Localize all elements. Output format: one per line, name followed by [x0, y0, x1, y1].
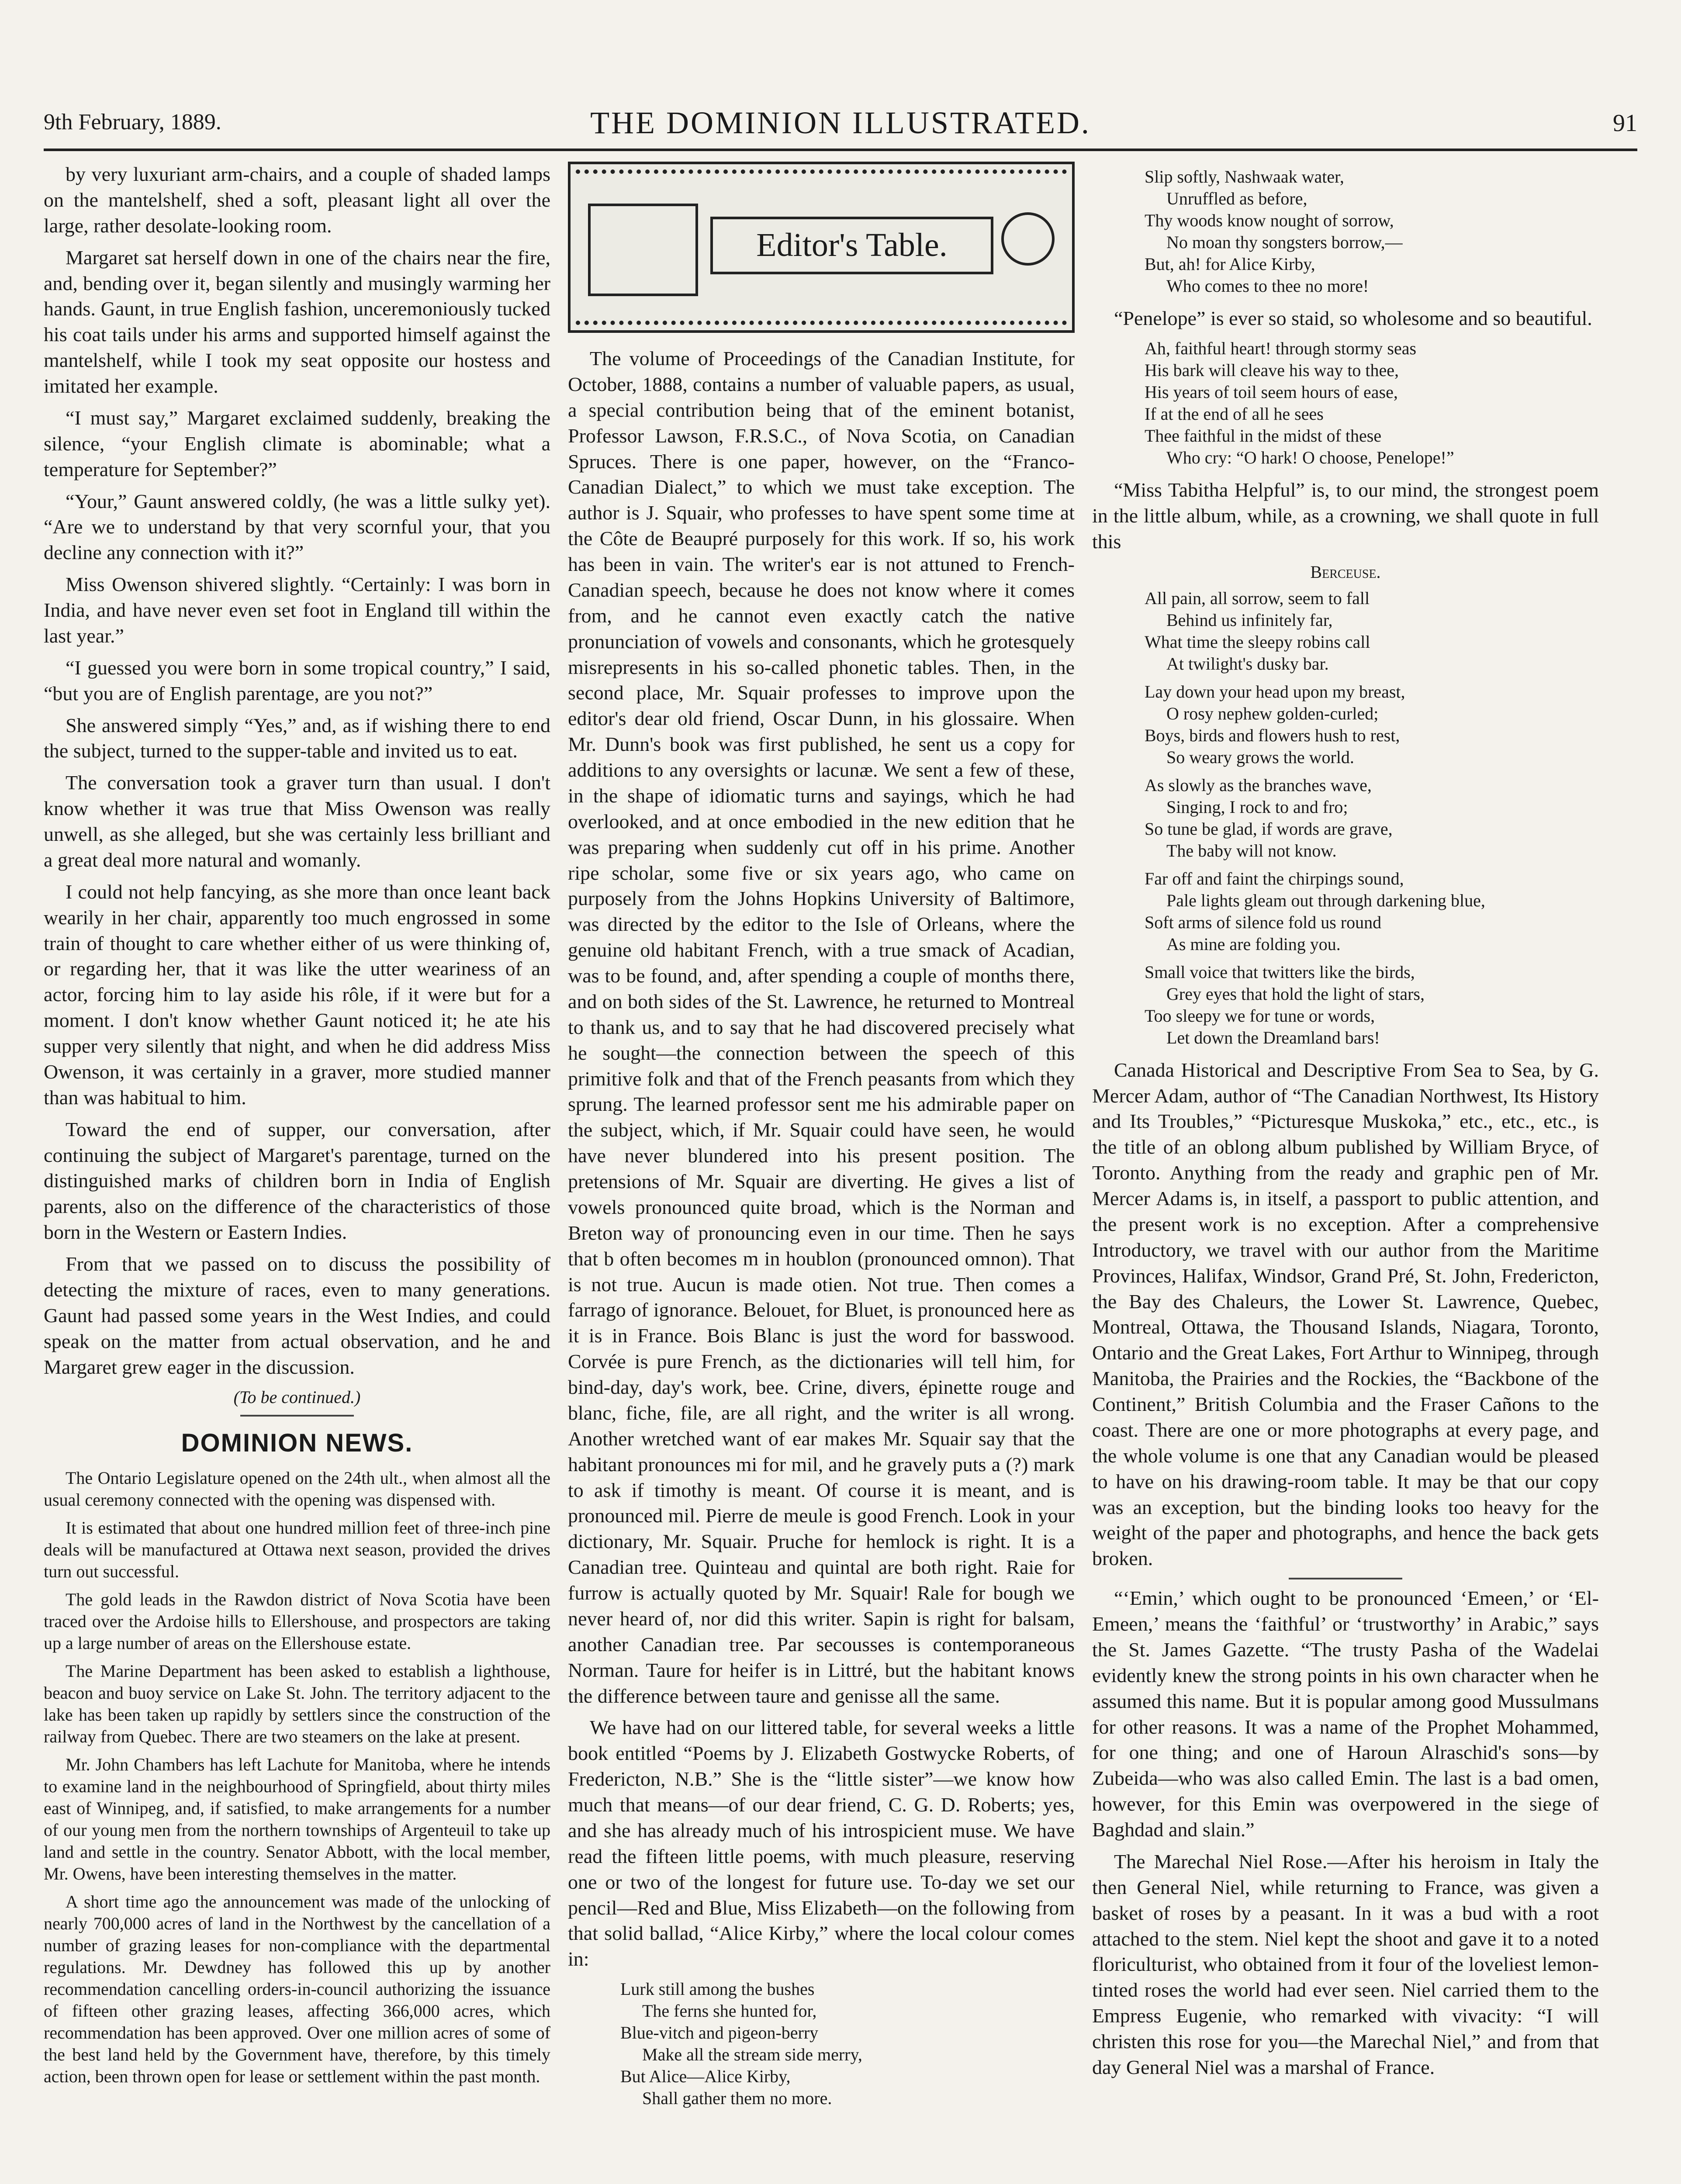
rosette-ornament [1001, 212, 1055, 266]
divider [1289, 1578, 1402, 1579]
paragraph: The conversation took a graver turn than usual. I don't know whether it was true that Miss Owenson was really unwell, as she alleged, but she was certainly less brilliant and a great deal more natural and womanly. [44, 771, 550, 871]
news-item: A short time ago the announcement was made of the unlocking of nearly 700,000 acres of land in the Northwest by the cancellation of a number of grazing leases for non-compliance with the departmental regulations. Mr. Dewdney has followed this up by another recommendation cancelling orders-in-council authorizing the issuance of fifteen other grazing leases, affecting 366,000 acres, which recommendation has been approved. Over one million acres of some of the best land held by the Government have, therefore, by this timely action, been thrown open for lease or settlement within the past month. [44, 1891, 550, 2086]
poem-excerpt [620, 1978, 1075, 2109]
poem-line: Thee faithful in the midst of these [1145, 425, 1382, 446]
paragraph: We have had on our littered table, for several weeks a little book entitled “Poems by J. Elizabeth Gostwycke Roberts, of Fredericton, N.B.” She is the “little sister”—we know how much that means—of our dear friend, C. G. D. Roberts; yes, and she has already much of his introspicient muse. We have read the fifteen little poems, with much pleasure, reserving one or two of the longest for future use. To-day we set our pencil—Red and Blue, Miss Elizabeth—on the following from that solid ballad, “Alice Kirby,” where the local colour comes in: [568, 1716, 1075, 1970]
poem-excerpt [1145, 166, 1599, 297]
poem-line: Singing, I rock to and fro; [1166, 797, 1348, 817]
paragraph: “Penelope” is ever so staid, so wholesome and so beautiful. [1114, 307, 1592, 329]
dominion-news [44, 1467, 550, 2087]
paragraph: “I must say,” Margaret exclaimed suddenly, breaking the silence, “your English climate is abominable; what a temperature for September?” [44, 406, 550, 480]
berceuse-title: Berceuse. [1310, 562, 1381, 582]
poem-line: His bark will cleave his way to thee, [1145, 360, 1399, 380]
poem-line: Lurk still among the bushes [620, 1979, 815, 1999]
poem-line: Thy woods know nought of sorrow, [1145, 211, 1394, 230]
news-item: Mr. John Chambers has left Lachute for Manitoba, where he intends to examine land in the neighbourhood of Springfield, about thirty miles east of Winnipeg, and, if satisfied, to make arrangements for a number of our young men from the northern townships of Argenteuil to take up land and settle in the country. Senator Abbott, with the local member, Mr. Owens, have been interesting themselves in the matter. [44, 1754, 550, 1883]
poem-line: His years of toil seem hours of ease, [1145, 382, 1398, 402]
paragraph: From that we passed on to discuss the possibility of detecting the mixture of races, even to many generations. Gaunt had passed some years in the West Indies, and could speak on the matter from actual observation, and he and Margaret grew eager in the discussion. [44, 1253, 550, 1378]
poem-line: Who cry: “O hark! O choose, Penelope!” [1166, 447, 1454, 467]
poem-line: So weary grows the world. [1166, 747, 1354, 767]
paragraph: Toward the end of supper, our conversation, after continuing the subject of Margaret's parentage, turned on the distinguished marks of children born in India of English parents, also on the difference of the characteristics of those born in the Western or Eastern Indies. [44, 1118, 550, 1244]
to-be-continued: (To be continued.) [233, 1387, 361, 1407]
poem-line: What time the sleepy robins call [1145, 632, 1370, 652]
paragraph: The volume of Proceedings of the Canadian Institute, for October, 1888, contains a number of valuable papers, as usual, a special contribution being that of the eminent botanist, Professor Lawson, F.R.S.C., of Nova Scotia, on Canadian Spruces. There is one paper, however, on the “Franco-Canadian Dialect,” to which we must take exception. The author is J. Squair, who professes to have spent some time at the Côte de Beaupré purposely for this work. If so, his work has been in vain. The writer's ear is not attuned to French-Canadian speech, because he does not know where it comes from, and he cannot even exactly catch the native pronunciation of vowels and consonants, which he grotesquely misrepresents in his so-called phonetic tables. Then, in the second place, Mr. Squair professes to improve upon the editor's dear old friend, Oscar Dunn, in his glossaire. When Mr. Dunn's book was first published, he sent us a copy for additions to any oversights or lacunæ. We sent a few of these, in the shape of idiomatic turns and sayings, which he had overlooked, and at once embodied in the new edition that he was preparing when suddenly cut off in his prime. Another ripe scholar, some five or six years ago, who came on purposely from the Johns Hopkins University of Baltimore, was directed by the editor to the Isle of Orleans, where the genuine old habitant French, with a true smack of Acadian, was to be found, and, after spending a couple of months there, and on both sides of the St. Lawrence, he returned to Montreal to thank us, and to say that he had discovered precisely what he sought—the connection between the speech of this primitive folk and that of the French peasants from which they sprung. The learned professor sent me his admirable paper on the subject, which, if Mr. Squair could have seen, he would have never blundered into his present position. The pretensions of Mr. Squair are diverting. He gives a list of vowels pronounced quite broad, which is the Norman and Breton way of pronouncing even in our time. Then he says that b often becomes m in houblon (pronounced omnon). That is not true. Aucun is made otien. Not true. Then comes a farrago of ignorance. Belouet, for Bluet, is pronounced here as it is in France. Bois Blanc is just the word for basswood. Corvée is pure French, as the dictionaries will tell him, for bind-day, day's work, bee. Crine, divers, épinette rouge and blanc, fiche, file, are all right, and the writer is all wrong. Another wretched want of ear makes Mr. Squair say that the habitant pronounces mi for mil, and he gravely puts a (?) mark to ask if timothy is meant. Of course it is meant, and is pronounced mil. Pierre de meule is good French. Look in your dictionary, Mr. Squair. Pruche for hemlock is right. It is a Canadian tree. Quinteau and quintal are both right. Raie for furrow is actually quoted by Mr. Squair! Rale for bough we never heard of, nor did this writer. Sapin is right for balsam, another Canadian tree. Par secousses is contemporaneous Norman. Taure for heifer is in Littré, but the habitant knows the difference between taure and genisse all the same. [568, 347, 1075, 1707]
poem-line: Behind us infinitely far, [1166, 610, 1333, 630]
poem-line: Pale lights gleam out through darkening blue, [1166, 890, 1485, 910]
poem-line: Far off and faint the chirpings sound, [1145, 868, 1404, 888]
decorative-border [576, 169, 1067, 189]
paragraph: “I guessed you were born in some tropical country,” I said, “but you are of English parentage, are you not?” [44, 656, 550, 705]
news-item: The gold leads in the Rawdon district of Nova Scotia have been traced over the Ardoise hills to Ellershouse, and prospectors are taking up a large number of areas on the Ellershouse estate. [44, 1589, 550, 1653]
poem-line: The baby will not know. [1166, 840, 1337, 860]
page-header [44, 100, 1637, 151]
paragraph: Margaret sat herself down in one of the chairs near the fire, and, bending over it, began silently and musingly warming her hands. Gaunt, in true English fashion, unceremoniously tucked his coat tails under his arms and supported himself against the mantelshelf, while I took my seat opposite our hostess and imitated her example. [44, 246, 550, 397]
paragraph: She answered simply “Yes,” and, as if wishing there to end the subject, turned to the supper-table and invited us to eat. [44, 714, 550, 762]
poem-line: The ferns she hunted for, [642, 2001, 817, 2021]
paragraph: Canada Historical and Descriptive From Sea to Sea, by G. Mercer Adam, author of “The Canadian Northwest, Its History and Its Troubles,” “Picturesque Muskoka,” etc., etc., etc., is the title of an oblong album published by William Bryce, of Toronto. Anything from the ready and graphic pen of Mr. Mercer Adams is, in itself, a passport to public attention, and the present work is no exception. After a comprehensive Introductory, we travel with our author from the Maritime Provinces, Halifax, Windsor, Grand Pré, St. John, Fredericton, the Bay des Chaleurs, the Lower St. Lawrence, Quebec, Montreal, Ottawa, the Thousand Islands, Niagara, Toronto, Ontario and the Great Lakes, Fort Arthur to Winnipeg, through Manitoba, the Prairies and the Rockies, the “Backbone of the Continent,” British Columbia and the Fraser Cañons to the coast. There are one or more photographs at every page, and the whole volume is one that any Canadian would be pleased to have on his drawing-room table. It may be that our copy was an exception, but the binding looks too heavy for the weight of the paper and photographs, and hence the back gets broken. [1092, 1058, 1599, 1570]
poem-line: No moan thy songsters borrow,— [1166, 232, 1403, 252]
paragraph: “Miss Tabitha Helpful” is, to our mind, the strongest poem in the little album, while, as a crowning, we shall quote in full this [1092, 478, 1599, 553]
paragraph: “Your,” Gaunt answered coldly, (he was a little sulky yet). “Are we to understand by that very scornful your, that you decline any connection with it?” [44, 490, 550, 564]
poem-line: Make all the stream side merry, [642, 2045, 862, 2065]
news-item: The Ontario Legislature opened on the 24th ult., when almost all the usual ceremony connected with the opening was dispensed with. [44, 1468, 550, 1510]
poem-line: Who comes to thee no more! [1166, 276, 1369, 296]
poem-line: If at the end of all he sees [1145, 404, 1324, 424]
poem-line: Lay down your head upon my breast, [1145, 681, 1405, 702]
news-item: It is estimated that about one hundred million feet of three-inch pine deals will be manufactured at Ottawa next season, provided the drives turn out successful. [44, 1517, 550, 1581]
poem-line: Shall gather them no more. [642, 2088, 832, 2108]
poem-line: Unruffled as before, [1166, 189, 1307, 208]
column-3 [1092, 162, 1599, 2087]
poem-excerpt [1145, 338, 1599, 469]
paragraph: Miss Owenson shivered slightly. “Certainly: I was born in India, and have never even set foot in England till within the last year.” [44, 573, 550, 647]
poem-line: But Alice—Alice Kirby, [620, 2067, 791, 2087]
masthead: THE DOMINION ILLUSTRATED. [590, 105, 1091, 140]
poem-line: O rosy nephew golden-curled; [1166, 703, 1379, 723]
editors-table-banner [568, 162, 1075, 333]
poem-line: Ah, faithful heart! through stormy seas [1145, 338, 1417, 358]
dominion-news-title: DOMINION NEWS. [181, 1428, 413, 1457]
poem-line: Grey eyes that hold the light of stars, [1166, 984, 1425, 1004]
poem-line: Too sleepy we for tune or words, [1145, 1006, 1375, 1026]
decorative-border [576, 306, 1067, 325]
paragraph: The Marechal Niel Rose.—After his heroism in Italy the then General Niel, while returning to France, was given a basket of roses by a peasant. In it was a bud with a root attached to the stem. Niel kept the shoot and gave it to a noted floriculturist, who obtained from it four of the loveliest lemon-tinted roses the world had ever seen. Niel carried them to the Empress Eugenie, who remarked with vivacity: “I will christen this rose for you—the Marechal Niel,” and from that day General Niel was a marshal of France. [1092, 1850, 1599, 2078]
book-scroll-illustration [588, 204, 698, 296]
column-1 [44, 162, 550, 2094]
news-item: The Marine Department has been asked to establish a lighthouse, beacon and buoy service on Lake St. John. The territory adjacent to the lake has been taken up rapidly by settlers since the construction of the railway from Quebec. There are two steamers on the lake at present. [44, 1661, 550, 1746]
poem-line: But, ah! for Alice Kirby, [1145, 254, 1315, 274]
berceuse-poem [1145, 587, 1599, 1049]
poem-line: Small voice that twitters like the birds, [1145, 962, 1415, 982]
editors-table-title: Editor's Table. [710, 217, 993, 274]
poem-line: So tune be glad, if words are grave, [1145, 819, 1393, 839]
poem-line: As mine are folding you. [1166, 934, 1341, 954]
poem-line: At twilight's dusky bar. [1166, 653, 1329, 674]
paragraph: “‘Emin,’ which ought to be pronounced ‘Emeen,’ or ‘El-Emeen,’ means the ‘faithful’ or ‘trustworthy’ in Arabic,” says the St. James Gazette. “The trusty Pasha of the Wadelai evidently knew the strong points in his own character when he assumed this name. But it is popular among good Mussulmans for other reasons. It was a name of the Prophet Mohammed, for one thing; and one of Haroun Alraschid's sons—by Zubeida—who was also called Emin. The last is a bad omen, however, for this Emin was overpowered in the siege of Baghdad and slain.” [1092, 1587, 1599, 1841]
paragraph: by very luxuriant arm-chairs, and a couple of shaded lamps on the mantelshelf, shed a soft, pleasant light all over the large, rather desolate-looking room. [44, 163, 550, 237]
issue-date: 9th February, 1889. [44, 110, 221, 135]
poem-line: Boys, birds and flowers hush to rest, [1145, 725, 1400, 745]
paragraph: I could not help fancying, as she more than once leant back wearily in her chair, apparently too much engrossed in some train of thought to care whether either of us were thinking of, or regarding her, that it was like the utter weariness of an actor, forcing him to lay aside his rôle, if it were but for a moment. I don't know whether Gaunt noticed it; he ate his supper very silently that night, and when he did address Miss Owenson, it was certainly in a graver, more studied manner than was habitual to him. [44, 880, 550, 1109]
poem-line: Soft arms of silence fold us round [1145, 912, 1382, 932]
poem-line: All pain, all sorrow, seem to fall [1145, 588, 1370, 608]
poem-line: As slowly as the branches wave, [1145, 775, 1372, 795]
page-number: 91 [1613, 110, 1637, 137]
poem-line: Slip softly, Nashwaak water, [1145, 167, 1344, 187]
column-2 [568, 162, 1075, 2118]
poem-line: Let down the Dreamland bars! [1166, 1027, 1380, 1047]
divider [240, 1415, 354, 1417]
poem-line: Blue-vitch and pigeon-berry [620, 2023, 819, 2043]
